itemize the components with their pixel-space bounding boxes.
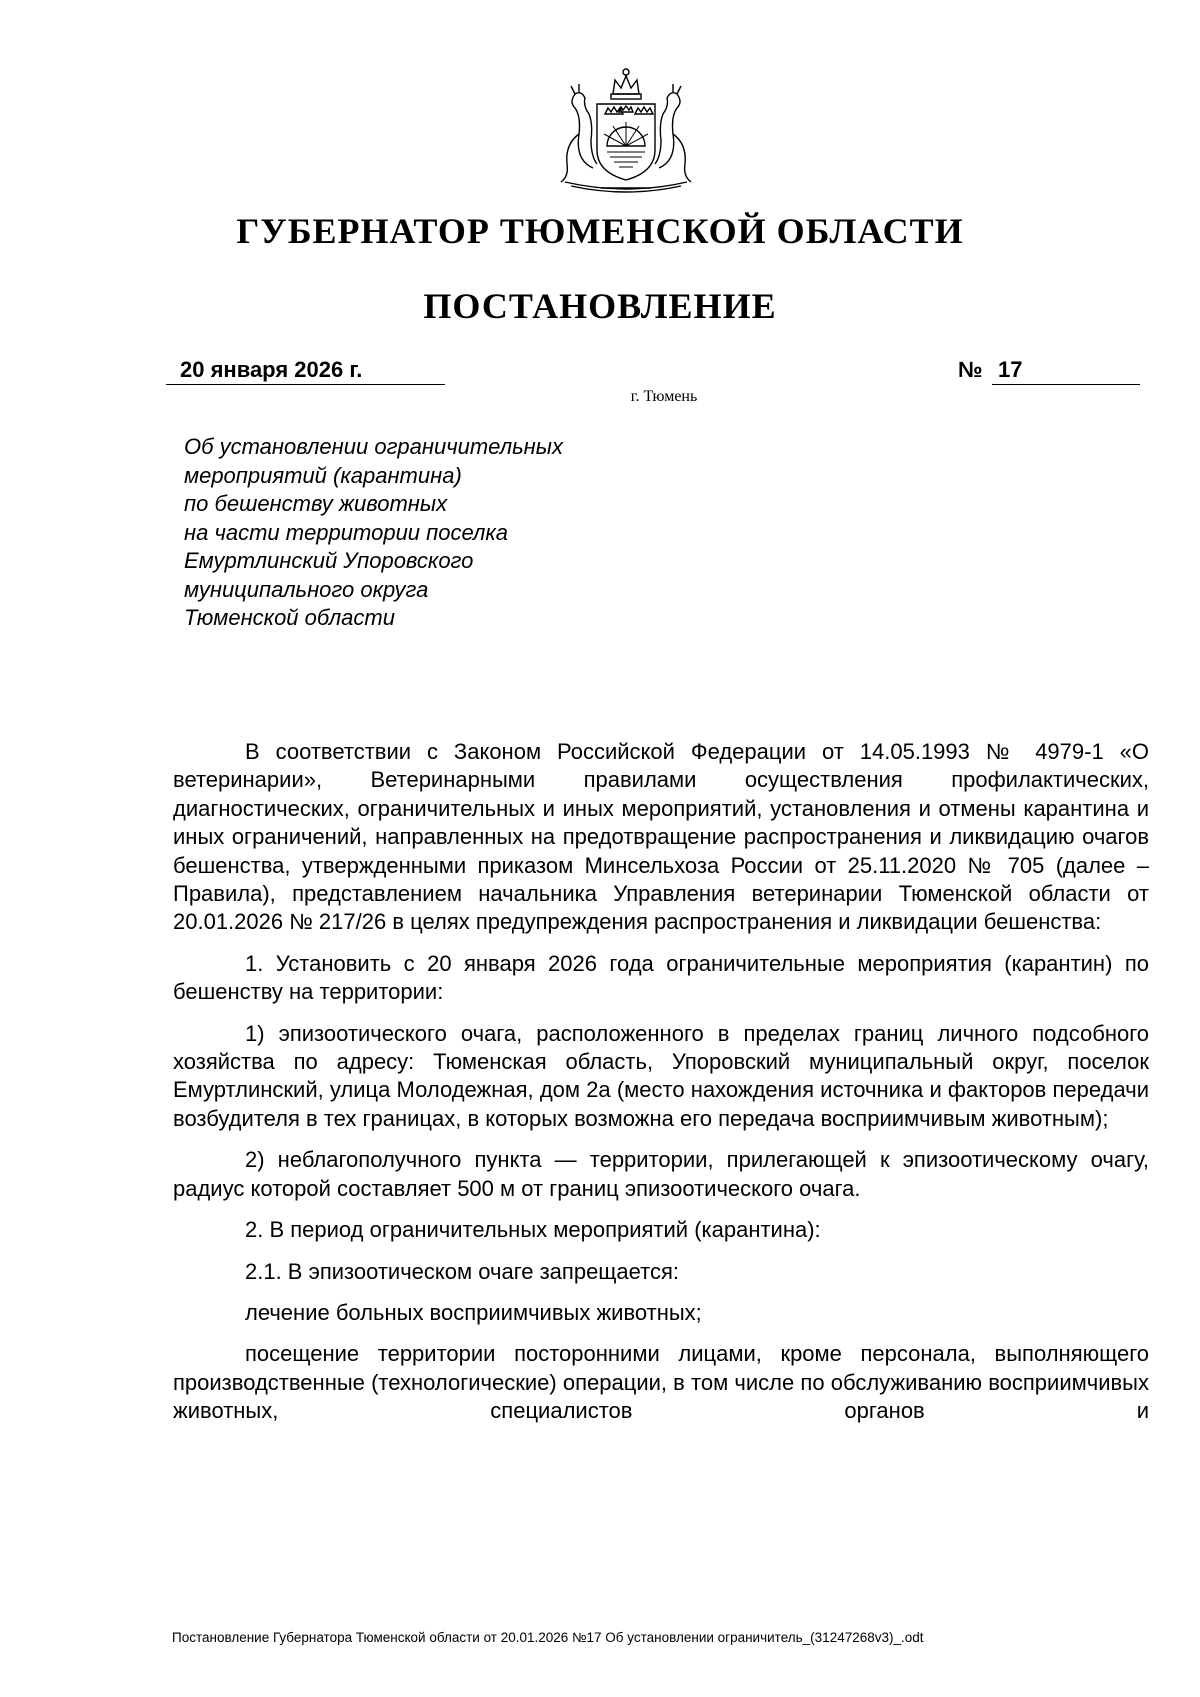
clause-2: 2. В период ограничительных мероприятий (карантина):: [245, 1217, 821, 1243]
prohibition-item: посещение территории посторонними лицами, кроме персонала, выполняющего производственные (технологические) операции, в том числе по обслуживанию восприимчивых животных, специалистов органов и: [173, 1341, 1149, 1424]
issuing-authority: ГУБЕРНАТОР ТЮМЕНСКОЙ ОБЛАСТИ: [236, 211, 964, 251]
clause-1: 1. Установить с 20 января 2026 года ограничительные мероприятия (карантин) по бешенству на территории:: [173, 950, 1149, 1005]
prohibition-item: лечение больных восприимчивых животных;: [245, 1299, 702, 1325]
document-subject: [184, 433, 744, 633]
subject-line: Об установлении ограничительных: [184, 434, 563, 459]
clause-1-item-2: 2) неблагополучного пункта — территории, прилегающей к эпизоотическому очагу, радиус которой составляет 500 м от границ эпизоотического очага.: [173, 1147, 1149, 1201]
document-date: 20 января 2026 г.: [166, 356, 445, 385]
number-sign: №: [958, 357, 983, 382]
subject-line: Тюменской области: [184, 605, 395, 630]
clause-1-item-1: 1) эпизоотического очага, расположенного в пределах границ личного подсобного хозяйства по адресу: Тюменская область, Упоровский муниципальный округ, поселок Емуртлинский, улица Молодежная, дом 2а (место нахождения источника и факторов передачи возбудителя в тех границах, в которых возможна его передача восприимчивым животным);: [173, 1020, 1149, 1131]
subject-line: Емуртлинский Упоровского: [184, 548, 474, 573]
subject-line: муниципального округа: [184, 576, 429, 602]
clause-2-1: 2.1. В эпизоотическом очаге запрещается:: [245, 1258, 679, 1284]
preamble-paragraph: В соответствии с Законом Российской Федерации от 14.05.1993 № 4979-1 «О ветеринарии», Ветеринарными правилами осуществления профилактических, диагностических, ограничительных и иных мероприятий, установления и отмены карантина и иных ограничений, направленных на предотвращение распространения и ликвидацию очагов бешенства, утвержденными приказом Минсельхоза России от 25.11.2020 № 705 (далее – Правила), представлением начальника Управления ветеринарии Тюменской области от 20.01.2026 № 217/26 в целях предупреждения распространения и ликвидации бешенства:: [173, 739, 1149, 935]
document-type: ПОСТАНОВЛЕНИЕ: [423, 286, 777, 326]
document-number: 17: [992, 356, 1140, 385]
subject-line: по бешенству животных: [184, 491, 448, 516]
city: г. Тюмень: [630, 388, 698, 405]
file-footer: Постановление Губернатора Тюменской области от 20.01.2026 №17 Об установлении ограничитель_(31247268v3)_.odt: [172, 1630, 924, 1645]
subject-line: мероприятий (карантина): [184, 462, 462, 488]
subject-line: на части территории поселка: [184, 519, 509, 545]
document-body: [173, 738, 1149, 1426]
coat-of-arms-icon: [535, 64, 717, 194]
document-number-field: [958, 356, 1140, 384]
